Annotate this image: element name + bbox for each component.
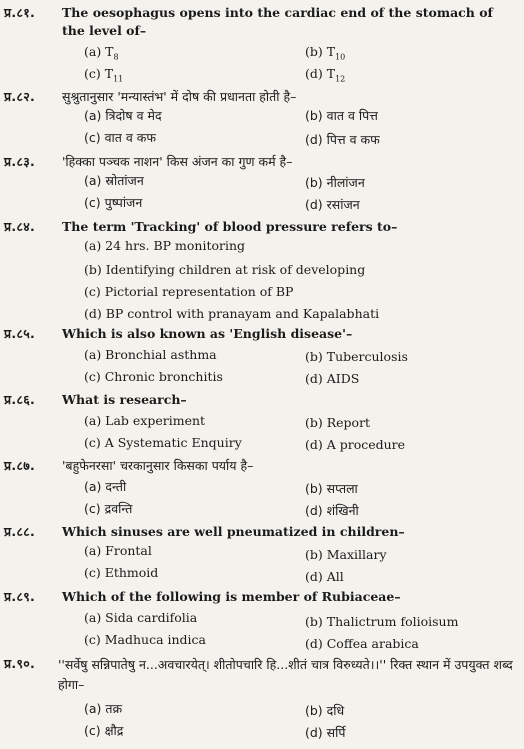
question-text: 'बहुफेनरसा' चरकानुसार किसका पर्याय है– <box>62 458 254 473</box>
option-a: (a) Sida cardifolia <box>84 610 198 625</box>
option-a: (a) Frontal <box>84 543 152 558</box>
option-c: (c) द्रवन्ति <box>84 501 133 516</box>
option-c: (c) क्षौद्र <box>84 723 124 738</box>
option-b: (b) दधि <box>305 703 345 718</box>
option-a: (a) Lab experiment <box>84 413 206 428</box>
option-a: (a) त्रिदोष व मेद <box>84 108 162 123</box>
question-number: प्र.९०. <box>4 656 36 671</box>
question-number: प्र.८९. <box>4 589 36 604</box>
option-a: (a) दन्ती <box>84 479 127 494</box>
option-b: (b) सप्तला <box>305 481 358 496</box>
question-number: प्र.८६. <box>4 392 36 407</box>
question-text: The term 'Tracking' of blood pressure refers to– <box>62 219 398 234</box>
question-number: प्र.८५. <box>4 326 36 341</box>
option-d: (d) All <box>305 569 344 584</box>
option-c: (c) Pictorial representation of BP <box>84 284 294 299</box>
question-text: सुश्रुतानुसार 'मन्यास्तंभ' में दोष की प्रधानता होती है– <box>62 89 297 104</box>
option-c: (c) Chronic bronchitis <box>84 369 223 384</box>
question-number: प्र.८१. <box>4 5 36 20</box>
option-d: (d) शंखिनी <box>305 503 359 518</box>
option-d: (d) Coffea arabica <box>305 636 419 651</box>
question-number: प्र.८७. <box>4 458 36 473</box>
question-number: प्र.८८. <box>4 524 36 539</box>
option-a: (a) 24 hrs. BP monitoring <box>84 238 246 253</box>
option-c: (c) A Systematic Enquiry <box>84 435 242 450</box>
option-c: (c) वात व कफ <box>84 130 157 145</box>
option-a: (a) Bronchial asthma <box>84 347 217 362</box>
option-d: (d) रसांजन <box>305 197 360 212</box>
option-b: (b) Maxillary <box>305 547 387 562</box>
option-c: (c) Ethmoid <box>84 565 159 580</box>
question-text: 'हिक्का पञ्चक नाशन' किस अंजन का गुण कर्म है– <box>62 154 293 169</box>
option-d: (d) $T_{12}$ <box>305 66 346 84</box>
option-d: (d) पित्त व कफ <box>305 132 380 147</box>
option-d: (d) BP control with pranayam and Kapalabhati <box>84 306 380 321</box>
option-b: (b) वात व पित्त <box>305 108 378 123</box>
option-d: (d) AIDS <box>305 371 360 386</box>
option-a: (a) तक्र <box>84 701 123 716</box>
option-a: (a) $T_8$ <box>84 44 119 62</box>
option-c: (c) Madhuca indica <box>84 632 207 647</box>
option-b: (b) Report <box>305 415 371 430</box>
option-b: (b) नीलांजन <box>305 175 365 190</box>
option-a: (a) स्रोतांजन <box>84 173 144 188</box>
option-b: (b) Thalictrum folioisum <box>305 614 459 629</box>
question-text: ''सर्वेषु सन्निपातेषु न...अवचारयेत्। शीतोपचारि हि...शीतं चात्र विरुध्यते।।'' रिक्त स्थान में उपयुक्त शब्द होगा– <box>58 657 513 692</box>
question-number: प्र.८२. <box>4 89 36 104</box>
question-text: The oesophagus opens into the cardiac end of the stomach of the level of– <box>62 5 493 38</box>
option-d: (d) सर्पि <box>305 725 346 740</box>
question-text: What is research– <box>62 392 187 407</box>
question-number: प्र.८४. <box>4 219 36 234</box>
question-text: Which of the following is member of Rubiaceae– <box>62 589 401 604</box>
question-text: Which is also known as 'English disease'– <box>62 326 353 341</box>
option-b: (b) $T_{10}$ <box>305 44 346 62</box>
option-d: (d) A procedure <box>305 437 406 452</box>
option-b: (b) Identifying children at risk of developing <box>84 262 366 277</box>
option-c: (c) पुष्पांजन <box>84 195 143 210</box>
question-text: Which sinuses are well pneumatized in children– <box>62 524 405 539</box>
option-b: (b) Tuberculosis <box>305 349 408 364</box>
option-c: (c) $T_{11}$ <box>84 66 124 84</box>
question-number: प्र.८३. <box>4 154 36 169</box>
